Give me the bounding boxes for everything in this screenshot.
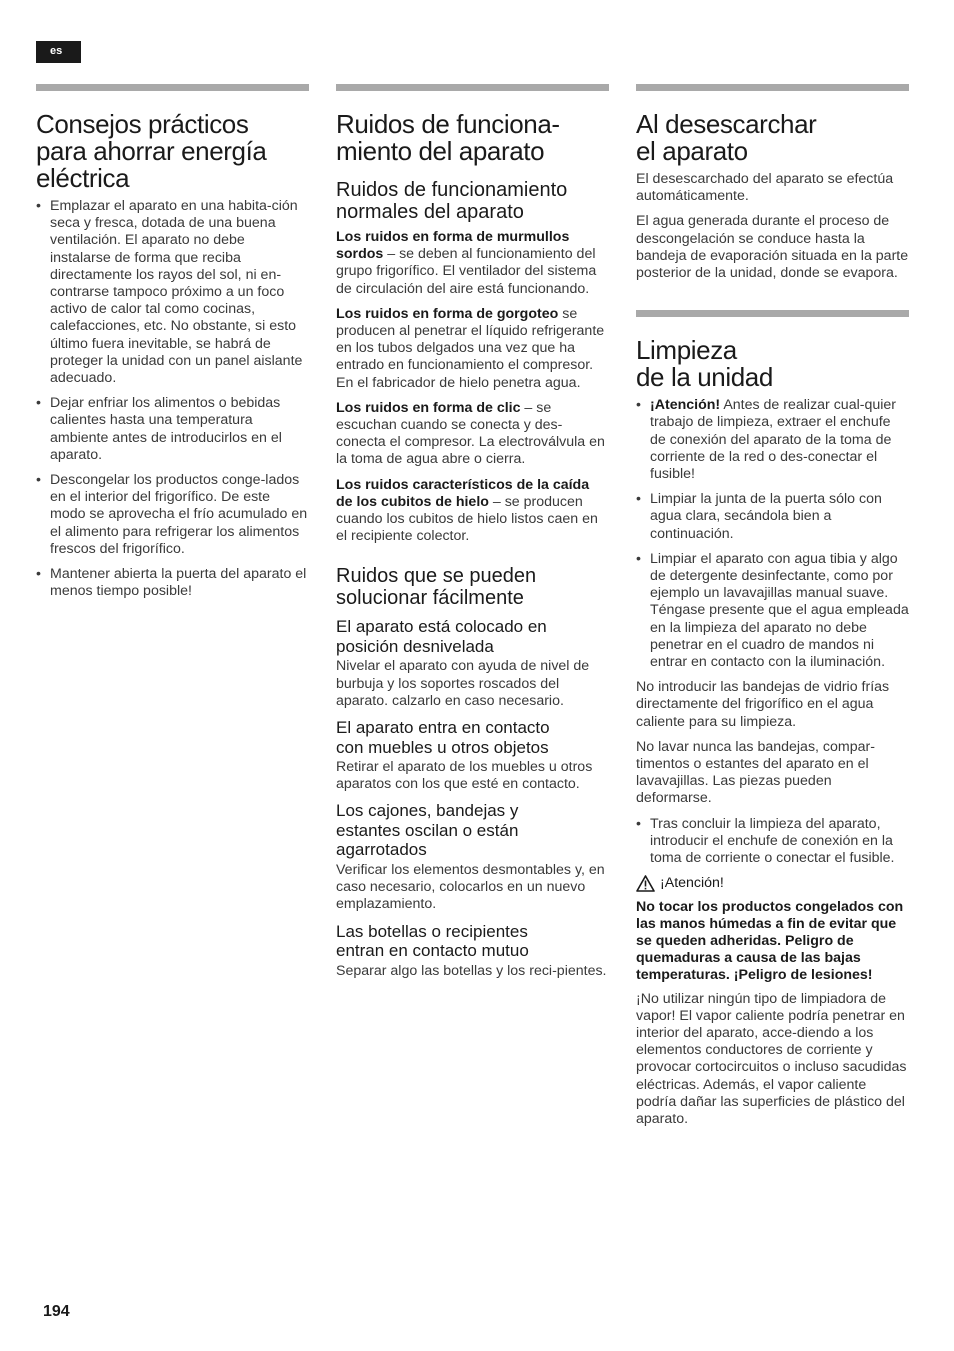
cleaning-paragraph: No introducir las bandejas de vidrio frías directamente del frigorífico en el agua caliente para su limpieza. bbox=[636, 679, 890, 730]
normal-noises-heading: Ruidos de funcionamiento normales del aparato bbox=[336, 179, 568, 223]
warning-heading bbox=[636, 875, 909, 892]
defrost-cleaning-column bbox=[636, 84, 909, 1136]
warning-text: No tocar los productos congelados con las manos húmedas a fin de evitar que se queden adheridas. Peligro de quemaduras a causa de las bajas temperaturas. ¡Peligro de lesiones! bbox=[636, 898, 904, 984]
list-item: • Mantener abierta la puerta del aparato el menos tiempo posible! bbox=[36, 566, 309, 600]
list-item: • Emplazar el aparato en una habita-ción seca y fresca, dotada de una buena ventilación. El aparato no debe instalarse de forma que reciba directamente los rayos del sol, ni en-contrarse tampoco próximo a un foco activo de calor tal como cocinas, calefacciones, etc. No obstante, si esto último fuera inevitable, se habrá de proteger la unidad con un panel aislante adecuado. bbox=[36, 198, 309, 387]
attention-label: ¡Atención! bbox=[650, 397, 721, 414]
noise-description: – se escuchan cuando se conecta y des-conecta el compresor. La electroválvula en la toma de agua abre o cierra. bbox=[336, 399, 605, 468]
cleaning-list bbox=[636, 816, 909, 868]
section-bar bbox=[336, 84, 609, 91]
fix-text: Separar algo las botellas y los reci-pientes. bbox=[336, 962, 607, 979]
list-item: • Limpiar la junta de la puerta sólo con agua clara, secándola bien a continuación. bbox=[636, 491, 909, 543]
noise-description: se producen al penetrar el líquido refrigerante en los tubos delgados una vez que ha entrado en funcionamiento el compresor. En el fabricador de hielo penetra agua. bbox=[336, 305, 605, 391]
attention-text: Antes de realizar cual-quier trabajo de limpieza, extraer el enchufe de conexión del aparato de la toma de corriente de la red o des-conectar el fusible! bbox=[650, 397, 897, 483]
list-item: • Tras concluir la limpieza del aparato, introducir el enchufe de conexión en la toma de corriente o conectar el fusible. bbox=[636, 816, 909, 868]
noise-description: – se deben al funcionamiento del grupo frigorífico. El ventilador del sistema de circulación del aire está funcionando. bbox=[336, 246, 597, 297]
noises-column bbox=[336, 84, 609, 988]
cleaning-list bbox=[636, 397, 909, 671]
energy-tips-column bbox=[36, 84, 309, 608]
fix-text: Nivelar el aparato con ayuda de nivel de burbuja y los soportes roscados del aparato. calzarlo en caso necesario. bbox=[336, 658, 590, 709]
section-bar bbox=[36, 84, 309, 91]
noise-term: Los ruidos característicos de la caída de los cubitos de hielo bbox=[336, 476, 590, 510]
noise-description: – se producen cuando los cubitos de hielo listos caen en el recipiente colector. bbox=[336, 493, 598, 545]
fix-heading: Las botellas o recipientes entran en contacto mutuo bbox=[336, 921, 529, 961]
noise-term: Los ruidos en forma de clic bbox=[336, 399, 521, 416]
noise-paragraph bbox=[336, 306, 609, 392]
defrost-paragraph: El desescarchado del aparato se efectúa automáticamente. bbox=[636, 171, 894, 205]
fix-text: Retirar el aparato de los muebles u otros aparatos con los que esté en contacto. bbox=[336, 759, 593, 793]
page-number: 194 bbox=[43, 1303, 70, 1320]
section-bar bbox=[636, 84, 909, 91]
energy-tips-title: Consejos prácticos para ahorrar energía eléctrica bbox=[36, 109, 267, 193]
steam-paragraph: ¡No utilizar ningún tipo de limpiadora de vapor! El vapor caliente podría penetrar en interior del aparato, acce-diendo a los elementos conductores de corriente y provocar cortocircuitos o incluso sacudidas eléctricas. Además, el vapor caliente podría dañar las superficies de plástico del aparato. bbox=[636, 990, 907, 1127]
warning-icon bbox=[636, 875, 655, 892]
noise-paragraph bbox=[336, 400, 609, 469]
cleaning-paragraph: No lavar nunca las bandejas, compar-timentos o estantes del aparato en el lavavajillas. Las piezas pueden deformarse. bbox=[636, 738, 875, 807]
list-item bbox=[636, 397, 909, 483]
cleaning-title: Limpieza de la unidad bbox=[636, 335, 773, 393]
list-item: • Limpiar el aparato con agua tibia y algo de detergente desinfectante, como por ejemplo un lavavajillas manual suave. Téngase presente que el agua empleada en la limpieza del aparato no debe penetrar en el cuadro de mandos ni entrar en contacto con la iluminación. bbox=[636, 551, 909, 671]
fix-heading: El aparato entra en contacto con muebles u otros objetos bbox=[336, 718, 550, 757]
noise-paragraph bbox=[336, 229, 609, 298]
warning-label: ¡Atención! bbox=[660, 875, 724, 892]
fixable-noises-heading: Ruidos que se pueden solucionar fácilmente bbox=[336, 565, 537, 610]
noise-term: Los ruidos en forma de gorgoteo bbox=[336, 305, 559, 322]
fix-heading: El aparato está colocado en posición desnivelada bbox=[336, 617, 547, 656]
noises-title: Ruidos de funciona- miento del aparato bbox=[336, 109, 560, 166]
defrost-paragraph: El agua generada durante el proceso de descongelación se conduce hasta la bandeja de evaporación situada en la parte posterior de la unidad, donde se evapora. bbox=[636, 213, 909, 282]
defrost-title: Al desescarchar el aparato bbox=[636, 109, 817, 166]
list-item: • Dejar enfriar los alimentos o bebidas calientes hasta una temperatura ambiente antes de introducirlos en el aparato. bbox=[36, 395, 309, 464]
list-item: • Descongelar los productos conge-lados en el interior del frigorífico. De este modo se aprovecha el frío acumulado en el alimento para refrigerar los alimentos frescos del frigorífico. bbox=[36, 472, 309, 558]
energy-tips-list bbox=[36, 198, 309, 600]
fix-heading: Los cajones, bandejas y estantes oscilan o están agarrotados bbox=[336, 801, 519, 860]
section-bar bbox=[636, 310, 909, 317]
fix-text: Verificar los elementos desmontables y, en caso necesario, colocarlos en un nuevo emplazamiento. bbox=[336, 861, 605, 913]
language-tab: es bbox=[36, 41, 81, 63]
noise-term: Los ruidos en forma de murmullos sordos bbox=[336, 229, 570, 263]
noise-paragraph bbox=[336, 477, 609, 546]
